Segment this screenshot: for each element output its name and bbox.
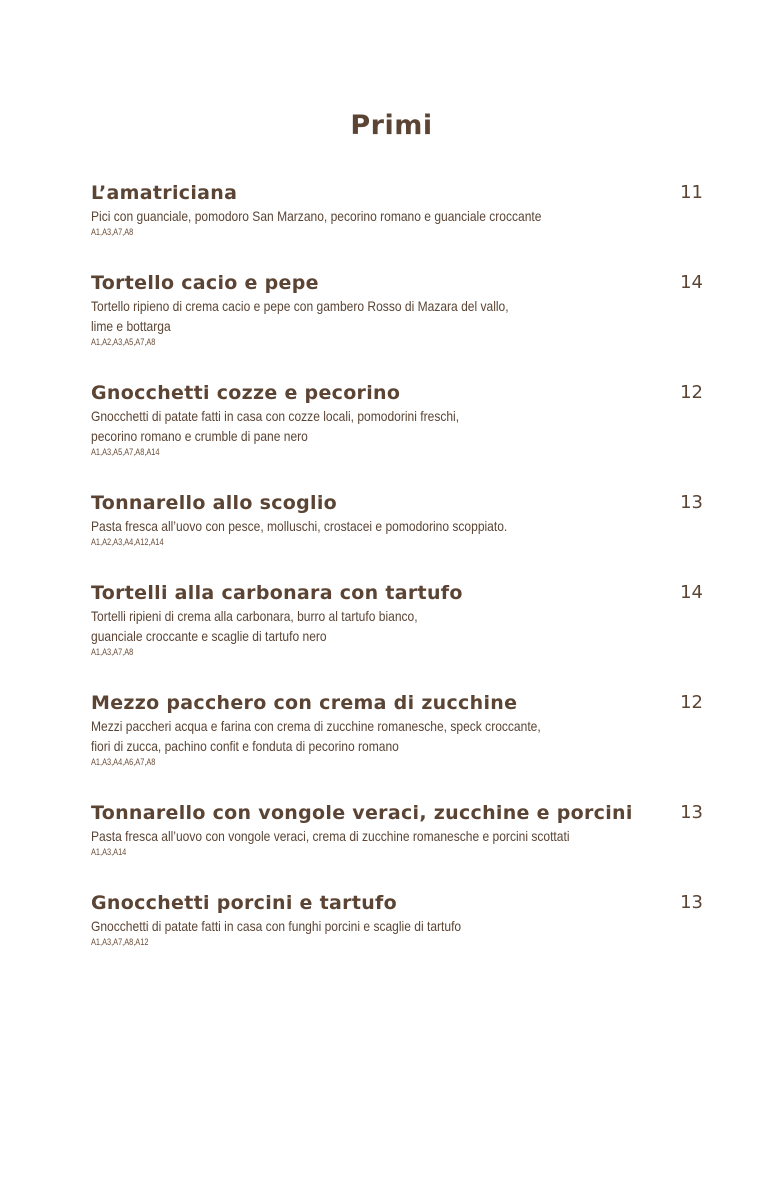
- item-allergens: A1,A3,A7,A8: [91, 227, 134, 237]
- item-price: 14: [680, 582, 703, 603]
- item-description-line: Pasta fresca all’uovo con pesce, molluschi, crostacei e pomodorino scoppiato.: [91, 518, 508, 534]
- item-description-line: Gnocchetti di patate fatti in casa con funghi porcini e scaglie di tartufo: [91, 918, 462, 934]
- item-description: [91, 406, 624, 446]
- item-description-line: lime e bottarga: [91, 318, 171, 334]
- item-name: Tortello cacio e pepe: [91, 272, 319, 294]
- item-description: [91, 206, 624, 226]
- item-name: Mezzo pacchero con crema di zucchine: [91, 692, 518, 714]
- menu-item: [91, 890, 706, 980]
- item-description-line: Tortello ripieno di crema cacio e pepe con gambero Rosso di Mazara del vallo,: [91, 298, 509, 314]
- menu-item: [91, 180, 706, 270]
- item-description: [91, 826, 624, 846]
- item-description: [91, 716, 624, 756]
- item-price: 13: [680, 892, 703, 913]
- item-name: Gnocchetti cozze e pecorino: [91, 382, 401, 404]
- item-price: 13: [680, 802, 703, 823]
- item-description-line: fiori di zucca, pachino confit e fonduta di pecorino romano: [91, 738, 399, 754]
- item-allergens: A1,A3,A4,A6,A7,A8: [91, 757, 156, 767]
- item-description-line: pecorino romano e crumble di pane nero: [91, 428, 308, 444]
- item-description-line: guanciale croccante e scaglie di tartufo nero: [91, 628, 327, 644]
- item-description-line: Gnocchetti di patate fatti in casa con cozze locali, pomodorini freschi,: [91, 408, 460, 424]
- item-price: 12: [680, 382, 703, 403]
- item-description: [91, 296, 624, 336]
- menu-item: [91, 580, 706, 690]
- item-description-line: Pasta fresca all’uovo con vongole veraci, crema di zucchine romanesche e porcini scottati: [91, 828, 570, 844]
- item-description-line: Tortelli ripieni di crema alla carbonara, burro al tartufo bianco,: [91, 608, 418, 624]
- item-description: [91, 516, 624, 536]
- item-name: L’amatriciana: [91, 182, 238, 204]
- menu-item: [91, 270, 706, 380]
- item-description: [91, 916, 624, 936]
- menu-item: [91, 380, 706, 490]
- item-name: Gnocchetti porcini e tartufo: [91, 892, 397, 914]
- menu-list: [91, 180, 706, 980]
- item-allergens: A1,A3,A14: [91, 847, 127, 857]
- item-description: [91, 606, 624, 646]
- item-price: 11: [680, 182, 703, 203]
- item-price: 14: [680, 272, 703, 293]
- page-title: Primi: [350, 110, 433, 141]
- item-description-line: Mezzi paccheri acqua e farina con crema di zucchine romanesche, speck croccante,: [91, 718, 541, 734]
- item-allergens: A1,A2,A3,A5,A7,A8: [91, 337, 156, 347]
- item-allergens: A1,A3,A5,A7,A8,A14: [91, 447, 160, 457]
- item-name: Tortelli alla carbonara con tartufo: [91, 582, 463, 604]
- item-allergens: A1,A3,A7,A8,A12: [91, 937, 149, 947]
- item-allergens: A1,A2,A3,A4,A12,A14: [91, 537, 164, 547]
- menu-item: [91, 690, 706, 800]
- menu-item: [91, 490, 706, 580]
- item-price: 12: [680, 692, 703, 713]
- item-name: Tonnarello allo scoglio: [91, 492, 338, 514]
- menu-item: [91, 800, 706, 890]
- item-name: Tonnarello con vongole veraci, zucchine e porcini: [91, 802, 633, 824]
- item-description-line: Pici con guanciale, pomodoro San Marzano, pecorino romano e guanciale croccante: [91, 208, 542, 224]
- item-allergens: A1,A3,A7,A8: [91, 647, 134, 657]
- item-price: 13: [680, 492, 703, 513]
